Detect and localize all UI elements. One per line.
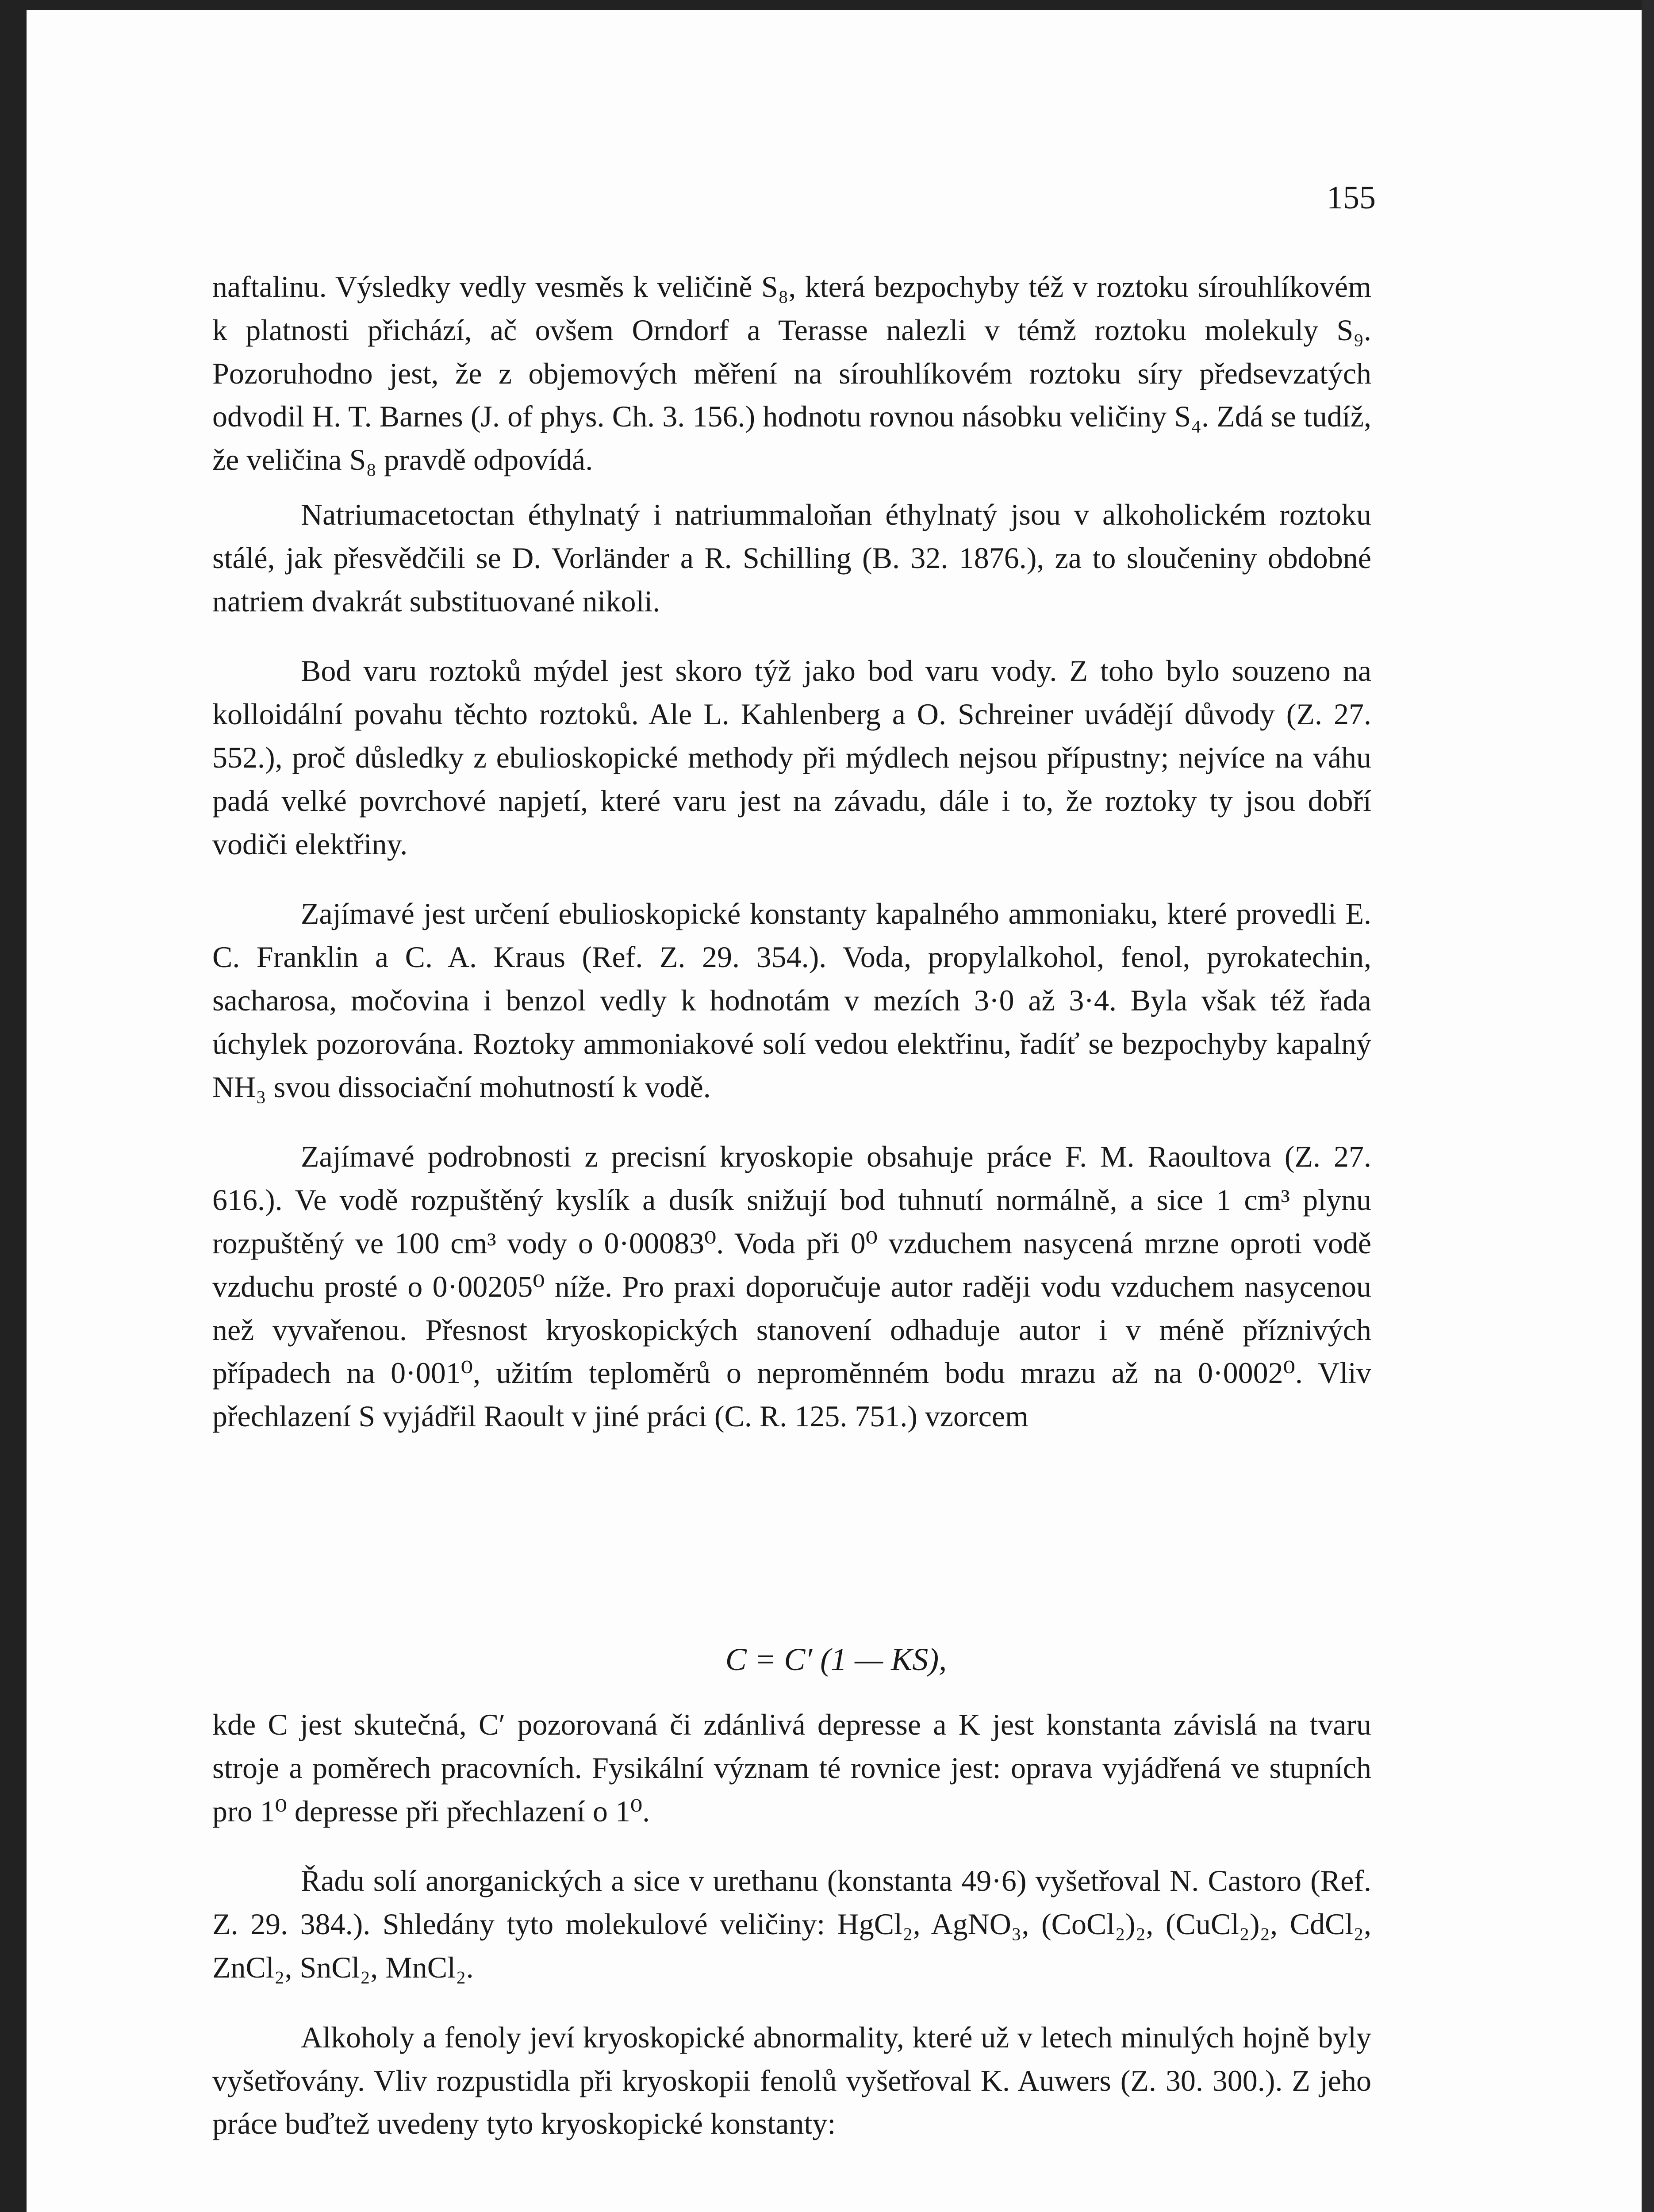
scan-right-edge — [1642, 0, 1654, 2212]
paragraph-2: Natriumacetoctan éthylnatý i natriummaloňan éthylnatý jsou v alkoholickém roztoku stálé, jak přesvědčili se D. Vorländer a R. Schilling (B. 32. 1876.), za to sloučeniny obdobné natriem dvakrát substituované nikoli. — [212, 497, 1371, 618]
scan-left-edge — [0, 0, 27, 2212]
paragraph-7: Řadu solí anorganických a sice v urethanu (konstanta 49·6) vyšetřoval N. Castoro (Ref. Z. 29. 384.). Shledány tyto molekulové veličiny: HgCl₂, AgNO₃, (CoCl₂)₂, (CuCl₂)₂, CdCl₂, ZnCl₂, SnCl₂, MnCl₂. — [212, 1864, 1371, 1984]
paragraph-5: Zajímavé podrobnosti z precisní kryoskopie obsahuje práce F. M. Raoultova (Z. 27. 616.). Ve vodě rozpuštěný kyslík a dusík snižují bod tuhnutí normálně, a sice 1 cm³ plynu rozpuštěný ve 100 cm³ vody o 0·00083⁰. Voda při 0⁰ vzduchem nasycená mrzne oproti vodě vzduchu prosté o 0·00205⁰ níže. Pro praxi doporučuje autor raději vodu vzduchem nasycenou než vyvařenou. Přesnost kryoskopických stanovení odhaduje autor i v méně příznivých případech na 0·001⁰, užitím teploměrů o nepromĕnném bodu mrazu až na 0·0002⁰. Vliv přechlazení S vyjádřil Raoult v jiné práci (C. R. 125. 751.) vzorcem — [212, 1140, 1371, 1433]
formula: C = C′ (1 — KS), — [725, 1642, 947, 1677]
paragraph-8: Alkoholy a fenoly jeví kryoskopické abnormality, které už v letech minulých hojně byly vyšetřovány. Vliv rozpustidla při kryoskopii fenolů vyšetřoval K. Auwers (Z. 30. 300.). Z jeho práce buďtež uvedeny tyto kryoskopické konstanty: — [212, 2020, 1371, 2141]
paragraph-4: Zajímavé jest určení ebulioskopické konstanty kapalného ammoniaku, které provedli E. C. Franklin a C. A. Kraus (Ref. Z. 29. 354.). Voda, propylalkohol, fenol, pyrokatechin, sacharosa, močovina i benzol vedly k hodnotám v mezích 3·0 až 3·4. Byla však též řada úchylek pozorována. Roztoky ammoniakové solí vedou elektřinu, řadíť se bezpochyby kapalný NH₃ svou dissociační mohutností k vodě. — [212, 897, 1371, 1104]
paragraph-1: naftalinu. Výsledky vedly vesměs k veličině S₈, která bezpochyby též v roztoku sírouhlíkovém k platnosti přichází, ač ovšem Orndorf a Terasse nalezli v témž roztoku molekuly S₉. Pozoruhodno jest, že z objemových měření na sírouhlíkovém roztoku síry předsevzatých odvodil H. T. Barnes (J. of phys. Ch. 3. 156.) hodnotu rovnou násobku veličiny S₄. Zdá se tudíž, že veličina S₈ pravdě odpovídá. — [212, 270, 1371, 477]
scan-top-edge — [0, 0, 1654, 10]
paragraph-6: kde C jest skutečná, C′ pozorovaná či zdánlivá depresse a K jest konstanta závislá na tvaru stroje a poměrech pracovních. Fysikální význam té rovnice jest: oprava vyjádřená ve stupních pro 1⁰ depresse při přechlazení o 1⁰. — [212, 1708, 1371, 1828]
body-text-top — [212, 265, 1371, 1438]
body-text-bottom — [212, 1703, 1371, 2146]
paragraph-3: Bod varu roztoků mýdel jest skoro týž jako bod varu vody. Z toho bylo souzeno na kolloidální povahu těchto roztoků. Ale L. Kahlenberg a O. Schreiner uvádějí důvody (Z. 27. 552.), proč důsledky z ebulioskopické methody při mýdlech nejsou přípustny; nejvíce na váhu padá velké povrchové napjetí, které varu jest na závadu, dále i to, že roztoky ty jsou dobří vodiči elektřiny. — [212, 654, 1371, 861]
page-number: 155 — [1327, 180, 1376, 216]
